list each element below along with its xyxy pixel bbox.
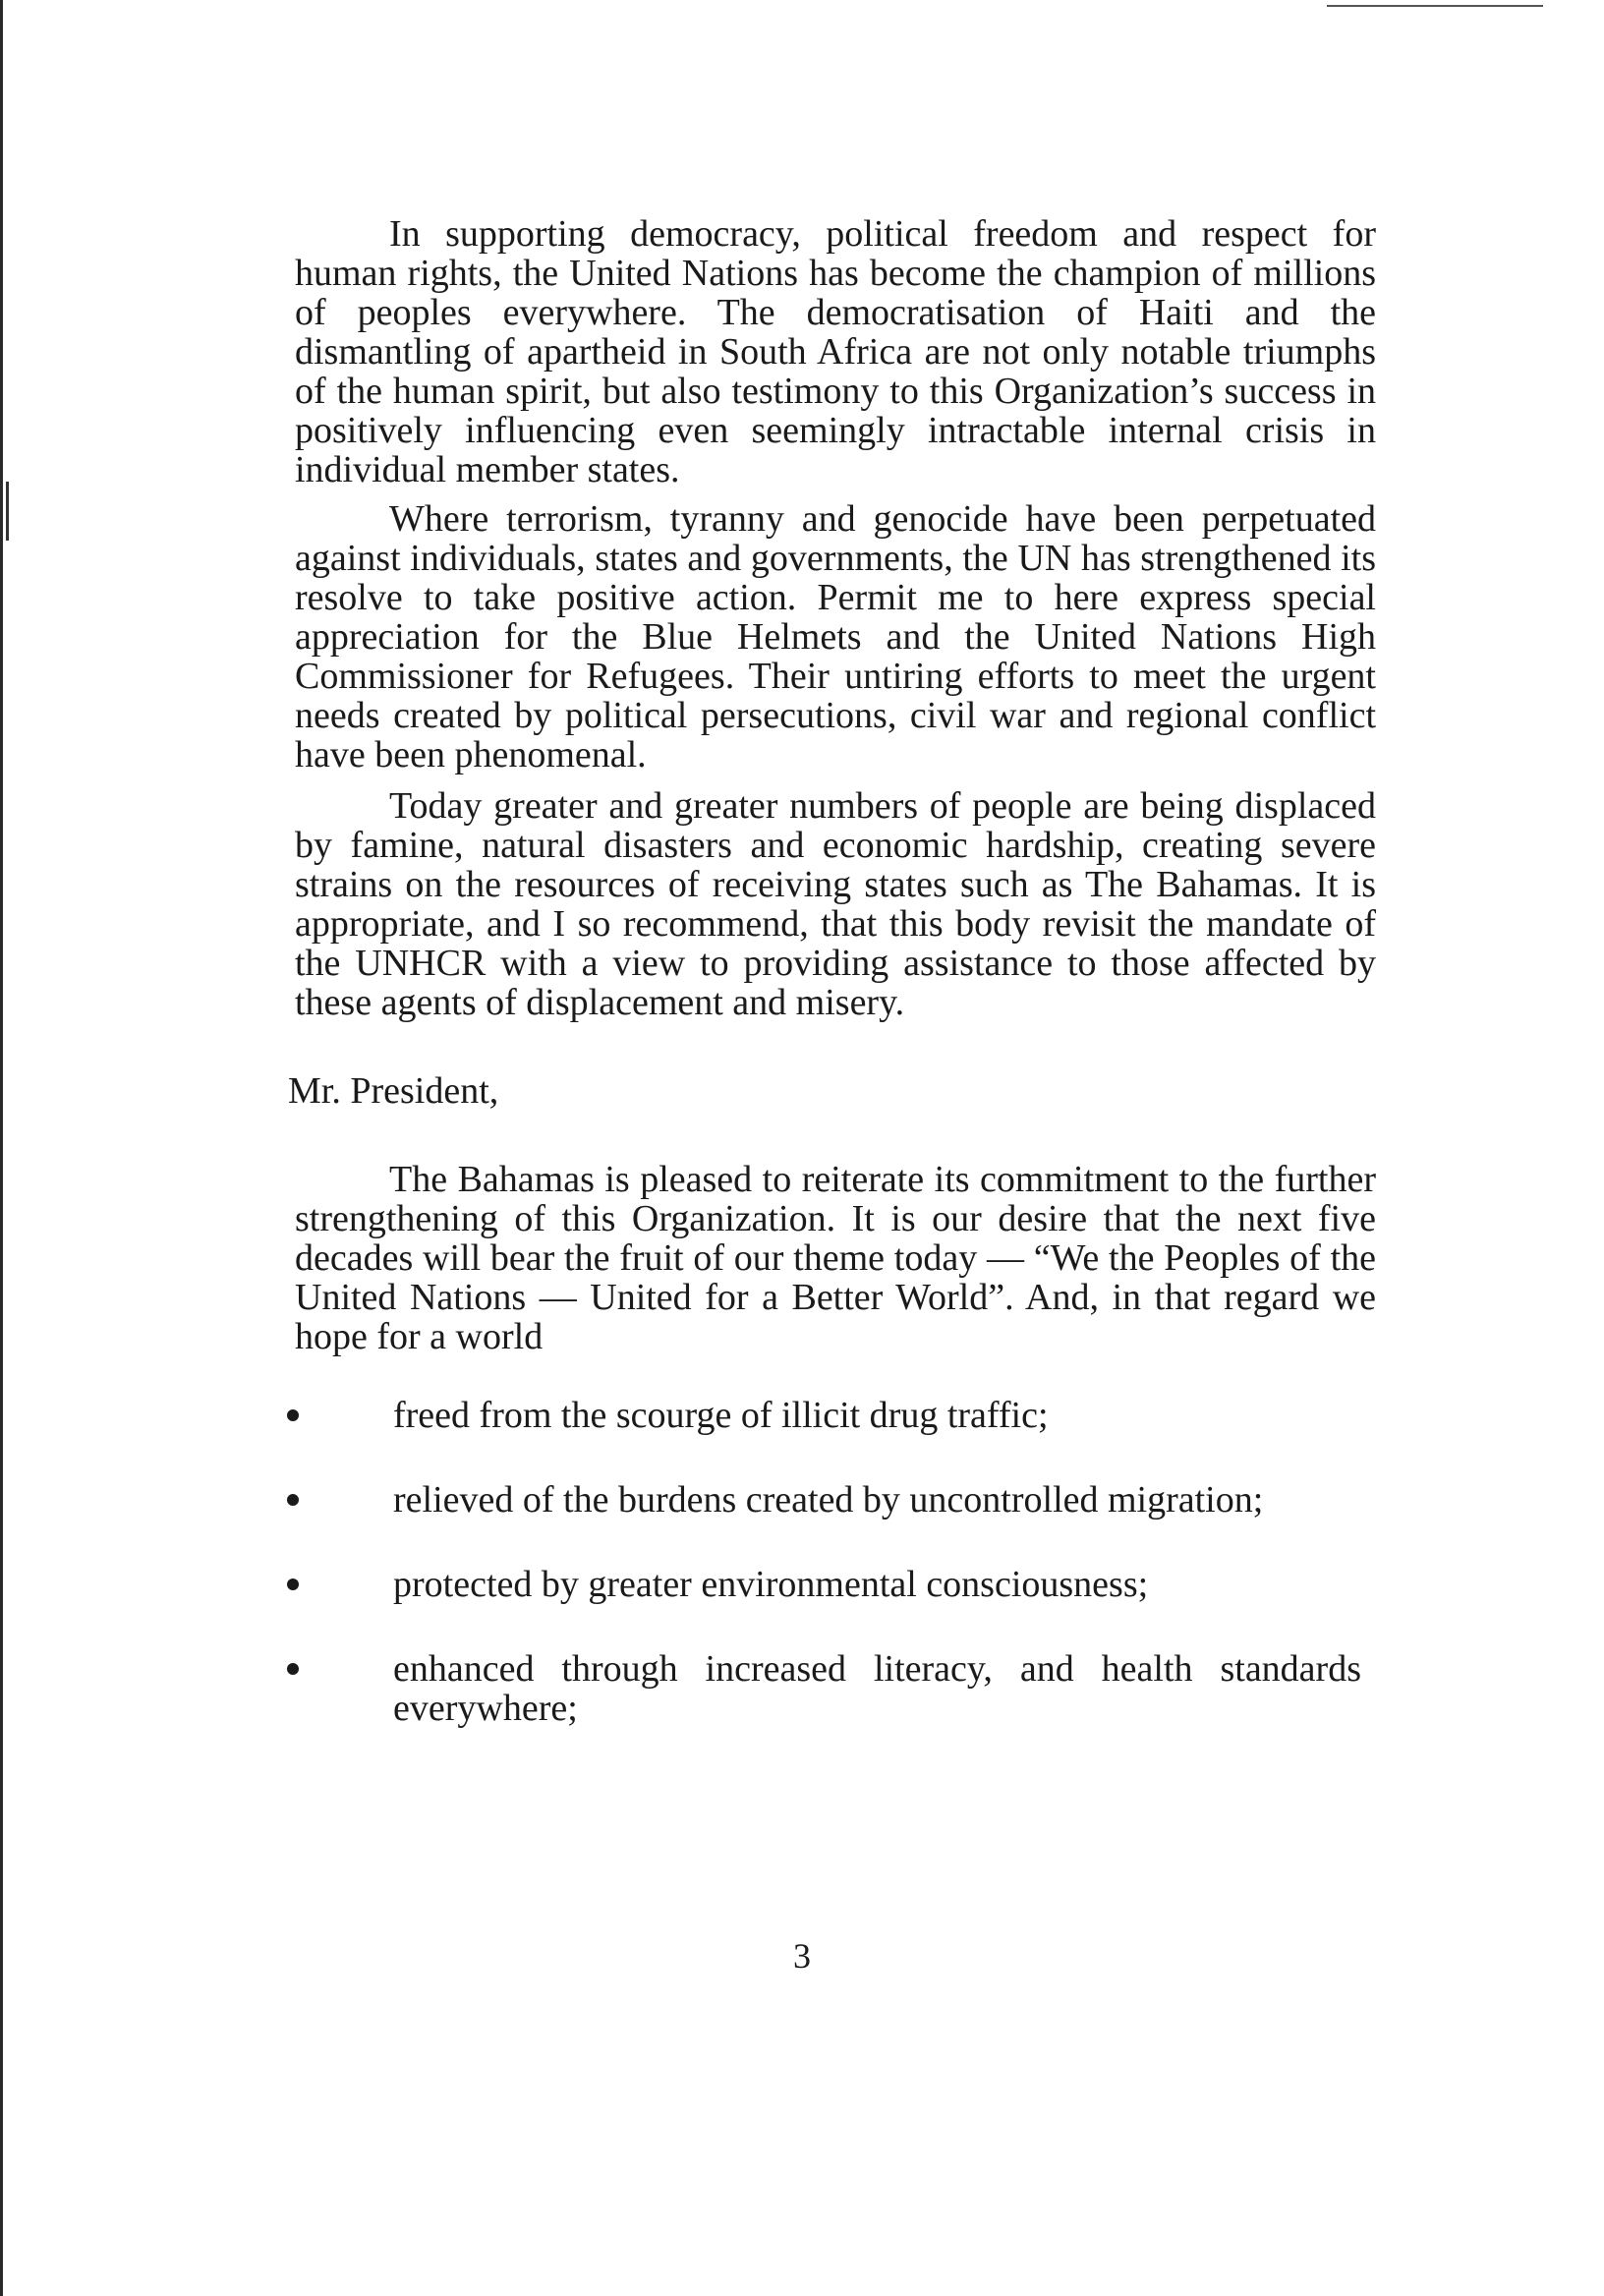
paragraph-terrorism: Where terrorism, tyranny and genocide have been perpetuated against individuals, states and governments, the UN has strengthened its resolve to take positive action. Permit me to here express special appreciation for the Blue Helmets and the United Nations High Commissioner for Refugees. Their untiring efforts to meet the urgent needs created by political persecutions, civil war and regional conflict have been phenomenal. [295, 498, 1376, 775]
list-item [280, 1396, 1361, 1435]
list-item [280, 1480, 1361, 1520]
hope-list [280, 1396, 1361, 1728]
bullet-icon [287, 1494, 299, 1506]
scan-mark [1327, 5, 1543, 7]
bullet-icon [287, 1409, 299, 1421]
paragraph-displacement: Today greater and greater numbers of people are being displaced by famine, natural disasters and economic hardship, creating severe strains on the resources of receiving states such as The Bahamas. It is appropriate, and I so recommend, that this body revisit the mandate of the UNHCR with a view to providing assistance to those affected by these agents of displacement and misery. [295, 785, 1376, 1023]
list-item [280, 1649, 1361, 1728]
list-item-text: relieved of the burdens created by uncontrolled migration; [393, 1479, 1264, 1521]
paragraph-democracy: In supporting democracy, political freedom and respect for human rights, the United Nations has become the champion of millions of peoples everywhere. The democratisation of Haiti and the dismantling of apartheid in South Africa are not only notable triumphs of the human spirit, but also testimony to this Organization’s success in positively influencing even seemingly intractable internal crisis in individual member states. [295, 213, 1376, 490]
paragraph-commitment: The Bahamas is pleased to reiterate its commitment to the further strengthening of this Organization. It is our desire that the next five decades will bear the fruit of our theme today — “We the Peoples of the United Nations — United for a Better World”. And, in that regard we hope for a world [295, 1159, 1376, 1357]
salutation: Mr. President, [288, 1070, 499, 1112]
list-item-text: enhanced through increased literacy, and health standards everywhere; [393, 1648, 1361, 1729]
page-number: 3 [793, 1936, 811, 1976]
list-item-text: protected by greater environmental consciousness; [393, 1564, 1149, 1605]
list-item [280, 1565, 1361, 1604]
bullet-icon [287, 1663, 299, 1675]
scan-mark [6, 482, 9, 541]
bullet-icon [287, 1578, 299, 1590]
list-item-text: freed from the scourge of illicit drug traffic; [393, 1395, 1049, 1436]
